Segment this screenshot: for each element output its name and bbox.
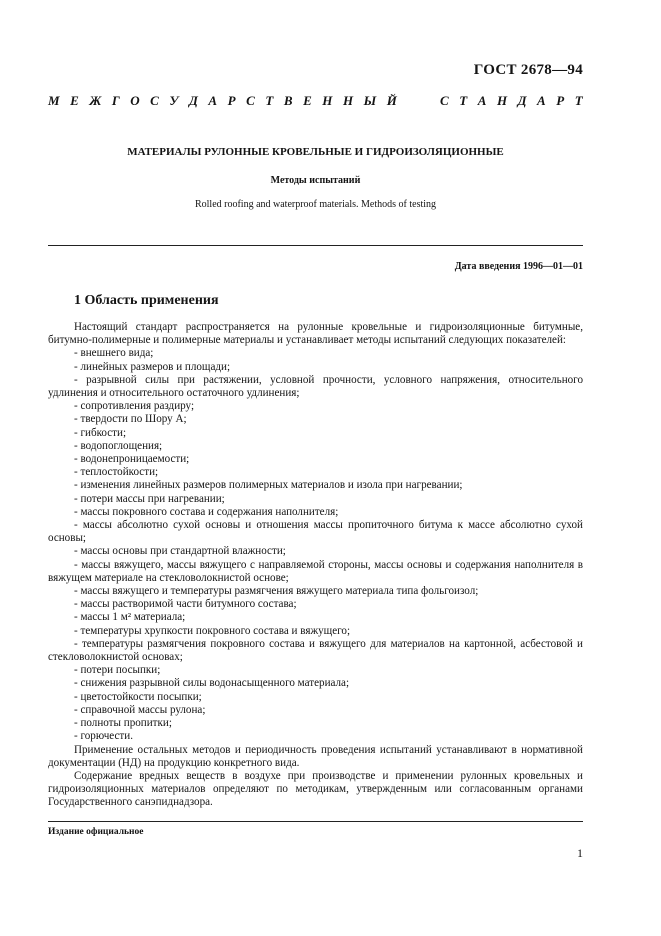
gost-code: ГОСТ 2678—94 (473, 62, 583, 78)
list-item: - теплостойкости; (74, 466, 159, 479)
list-item: - снижения разрывной силы водонасыщенного материала; (74, 677, 350, 690)
banner-letter: Е (303, 93, 312, 108)
banner-letter: В (283, 93, 293, 108)
intro-paragraph: Настоящий стандарт распространяется на рулонные кровельные и гидроизоляционные битумные, битумно-полимерные и полимерные материалы и устанавливает методы испытаний следующих показателей: (48, 321, 583, 347)
list-item: - разрывной силы при растяжении, условной прочности, условного напряжения, относительного удлинения и относительного остаточного удлинения; (48, 373, 583, 400)
list-item: - изменения линейных размеров полимерных материалов и изола при нагревании; (74, 479, 463, 492)
list-item: - линейных размеров и площади; (74, 360, 231, 373)
banner-letter: Р (227, 93, 236, 108)
list-item: - гибкости; (74, 426, 127, 439)
banner-letter: С (150, 93, 159, 108)
banner-letter: А (208, 93, 218, 108)
banner-letter: Н (342, 93, 354, 108)
banner-letter: Й (386, 93, 397, 108)
english-title: Rolled roofing and waterproof materials. Methods of testing (194, 199, 437, 210)
introduction-date: Дата введения 1996—01—01 (454, 261, 583, 272)
header-divider (48, 245, 583, 246)
paragraph-harmful-substances: Содержание вредных веществ в воздухе при производстве и применении рулонных кровельных и гидроизоляционных материалов определяют по методикам, утвержденным или согласованным органами Государственного санэпиднадзора. (48, 769, 583, 809)
list-item: - потери посыпки; (74, 664, 161, 677)
list-item: - потери массы при нагревании; (74, 492, 225, 505)
list-item: - водопоглощения; (74, 439, 163, 452)
document-subtitle: Методы испытаний (270, 175, 361, 186)
list-item: - сопротивления раздиру; (74, 400, 195, 413)
section-heading: 1 Область применения (74, 293, 219, 308)
list-item: - горючести. (74, 730, 133, 743)
banner-letter: Р (556, 93, 565, 108)
banner-letter: Д (517, 93, 527, 108)
banner-letter: Н (496, 93, 508, 108)
banner-letter: Н (322, 93, 333, 108)
section-body (48, 321, 583, 810)
banner-letter: С (246, 93, 255, 108)
banner-letter: У (169, 93, 179, 108)
list-item: - цветостойкости посыпки; (74, 690, 202, 703)
banner-letter: Е (70, 93, 79, 108)
official-edition-label: Издание официальное (48, 827, 144, 837)
list-item: - внешнего вида; (74, 347, 154, 360)
list-item: - массы растворимой части битумного состава; (74, 598, 297, 611)
banner-letter: Г (111, 93, 120, 108)
banner-letter: Ж (89, 93, 102, 108)
list-item: - массы основы при стандартной влажности; (74, 545, 286, 558)
banner-letter: Т (265, 93, 274, 108)
banner-letter: М (48, 93, 60, 108)
list-item: - массы абсолютно сухой основы и отношения массы пропиточного битума к массе абсолютно сухой основы; (48, 519, 583, 545)
list-item: - массы 1 м² материала; (74, 611, 186, 624)
paragraph-methods: Применение остальных методов и периодичность проведения испытаний устанавливают в нормативной документации (НД) на продукцию конкретного вида. (48, 743, 583, 769)
banner-letter: О (130, 93, 140, 108)
footer-divider (48, 821, 583, 822)
list-item: - водонепроницаемости; (74, 453, 190, 466)
list-item: - температуры размягчения покровного состава и вяжущего для материалов на картонной, асбестовой и стекловолокнистой основах; (48, 637, 583, 664)
banner-letter: Ы (363, 93, 377, 108)
banner-letter: Т (459, 93, 468, 108)
banner-word-gap (407, 93, 429, 109)
banner-letter: Д (188, 93, 198, 108)
list-item: - справочной массы рулона; (74, 703, 206, 716)
document-title: МАТЕРИАЛЫ РУЛОННЫЕ КРОВЕЛЬНЫЕ И ГИДРОИЗОЛЯЦИОННЫЕ (127, 146, 504, 158)
list-item: - полноты пропитки; (74, 717, 172, 730)
list-item: - температуры хрупкости покровного состава и вяжущего; (74, 624, 351, 637)
banner-letter: А (477, 93, 487, 108)
banner-letter: С (440, 93, 449, 108)
list-item: - массы вяжущего и температуры размягчения вяжущего материала типа фольгоизол; (74, 585, 479, 598)
banner-letter: А (537, 93, 546, 108)
list-item: - твердости по Шору А; (74, 413, 187, 426)
list-item: - массы покровного состава и содержания наполнителя; (74, 505, 339, 518)
list-item: - массы вяжущего, массы вяжущего с направляемой стороны, массы основы и содержания наполнителя в вяжущем материале на стекловолокнистой основе; (48, 558, 583, 584)
page-number: 1 (577, 846, 583, 860)
interstate-standard-banner (48, 93, 583, 109)
banner-letter: Т (574, 93, 583, 108)
